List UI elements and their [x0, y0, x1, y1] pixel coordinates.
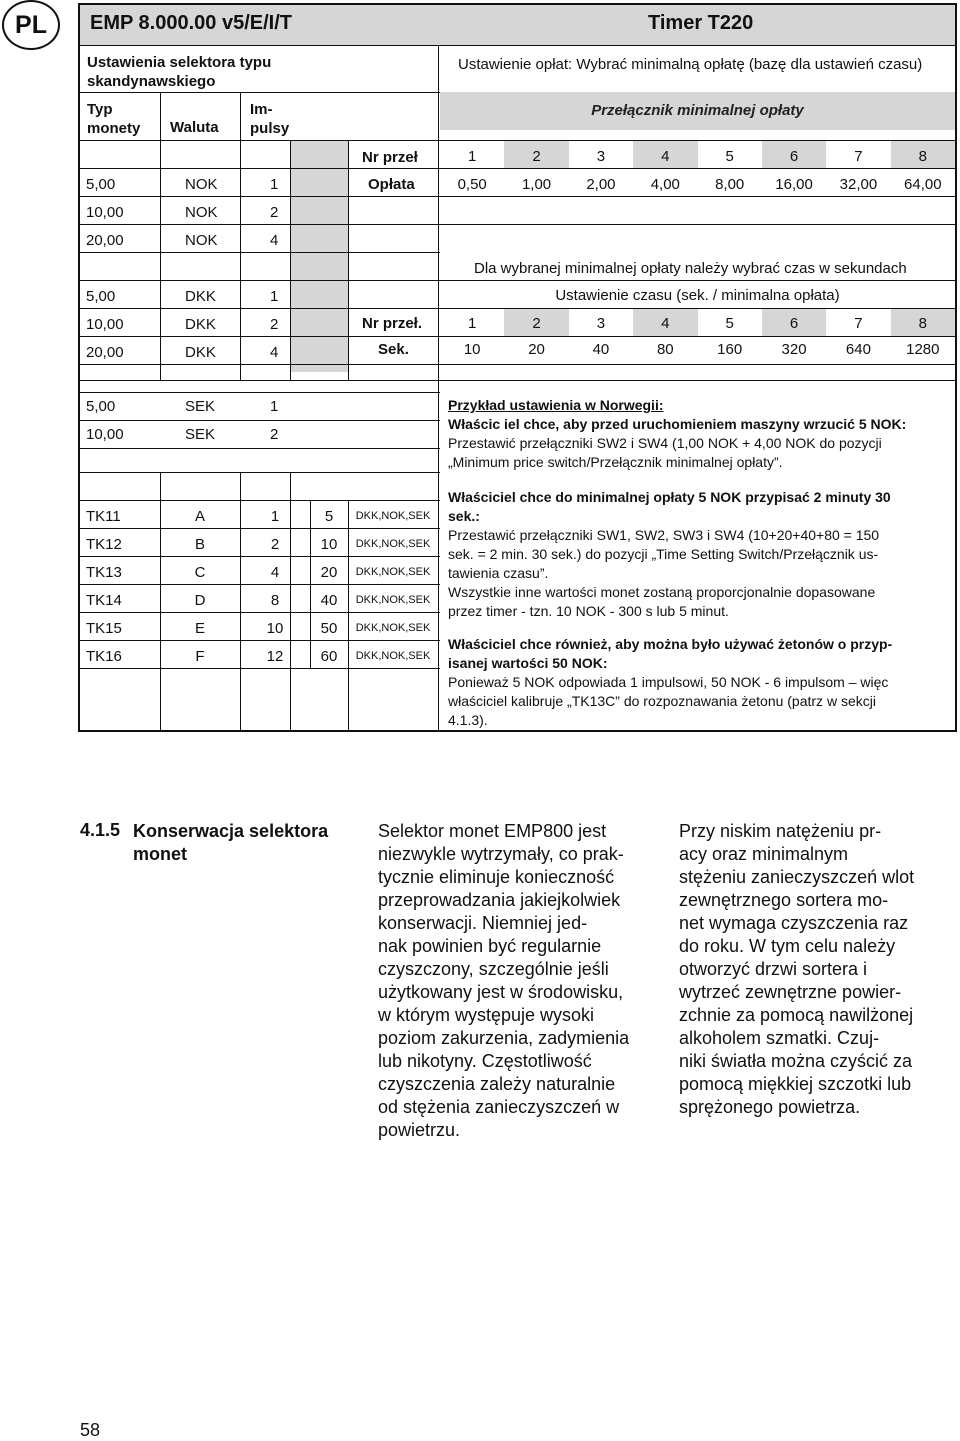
- grid-line: [348, 500, 349, 732]
- grid-line: [80, 556, 440, 557]
- grid-line: [80, 668, 440, 669]
- example-title: Przykład ustawienia w Norwegii:: [448, 397, 664, 413]
- switch-number: 5: [725, 148, 734, 165]
- grid-line: [440, 336, 955, 337]
- token-currencies: DKK,NOK,SEK: [355, 650, 431, 662]
- coin-impulses: 2: [270, 426, 279, 443]
- token-currencies: DKK,NOK,SEK: [355, 622, 431, 634]
- coin-impulses: 2: [270, 204, 279, 221]
- switch-number: 6: [789, 148, 799, 165]
- grid-line: [290, 140, 291, 380]
- switch-number: 1: [468, 315, 477, 332]
- language-badge: PL: [2, 0, 60, 50]
- body-line: czyszczony, szczególnie jeśli: [378, 959, 609, 979]
- grid-line: [440, 364, 955, 365]
- seconds-value: 80: [656, 341, 674, 358]
- doc-title: EMP 8.000.00 v5/E/I/T: [90, 12, 292, 34]
- grid-line: [240, 92, 241, 380]
- label-seconds: Sek.: [378, 341, 409, 358]
- fee-value: 1,00: [521, 176, 552, 193]
- page-number: 58: [80, 1420, 101, 1440]
- coin-impulses: 1: [270, 288, 279, 305]
- grid-line: [80, 196, 440, 197]
- token-id: TK12: [86, 536, 122, 553]
- coin-impulses: 4: [270, 232, 279, 249]
- grid-line: [440, 280, 955, 281]
- grid-line: [80, 336, 440, 337]
- coin-impulses: 1: [270, 176, 279, 193]
- fee-value: 64,00: [904, 176, 942, 193]
- fee-value: 0,50: [457, 176, 487, 193]
- grid-line: [80, 612, 440, 613]
- seconds-value: 20: [528, 341, 545, 358]
- token-letter: B: [194, 536, 205, 553]
- body-line: net wymaga czyszczenia raz: [679, 913, 909, 933]
- time-note: Dla wybranej minimalnej opłaty należy wybrać czas w sekundach: [474, 260, 907, 277]
- switch-number: 3: [596, 315, 606, 332]
- body-line: niki światła można czyścić za: [679, 1051, 913, 1071]
- seconds-value: 160: [717, 341, 743, 358]
- grid-line: [80, 280, 440, 281]
- body-line: nak powinien być regularnie: [378, 936, 602, 956]
- grid-line: [80, 168, 440, 169]
- seconds-value: 40: [592, 341, 610, 358]
- token-currencies: DKK,NOK,SEK: [355, 510, 431, 522]
- switch-number: 1: [468, 148, 477, 165]
- coin-currency: DKK: [185, 288, 216, 305]
- token-value: 50: [320, 620, 338, 637]
- example-p2-line: Przestawić przełączniki SW1, SW2, SW3 i SW4 (10+20+40+80 = 150: [448, 527, 880, 543]
- grid-line: [440, 196, 955, 197]
- section-number: 4.1.5: [80, 820, 121, 840]
- section-title-line: monet: [133, 844, 187, 864]
- coin-currency: NOK: [185, 204, 218, 221]
- fee-value: 16,00: [775, 176, 813, 193]
- body-line: Przy niskim natężeniu pr-: [679, 821, 882, 841]
- body-line: do roku. W tym celu należy: [679, 936, 896, 956]
- coin-currency: SEK: [185, 426, 216, 443]
- grid-line: [440, 224, 955, 225]
- switch-number: 8: [918, 148, 927, 165]
- grid-line: [80, 584, 440, 585]
- example-p3-bold: isanej wartości 50 NOK:: [448, 655, 608, 671]
- example-block-3: [448, 635, 953, 730]
- switch-number: 2: [532, 315, 541, 332]
- body-line: tycznie eliminuje konieczność: [378, 867, 615, 887]
- grid-line: [80, 640, 440, 641]
- example-p2-line: sek. = 2 min. 30 sek.) do pozycji „Time Setting Switch/Przełącznik us-: [448, 546, 879, 562]
- body-line: alkoholem szmatki. Czuj-: [679, 1028, 880, 1048]
- token-impulses: 4: [270, 564, 280, 581]
- coin-value: 5,00: [86, 288, 116, 305]
- body-line: otworzyć drzwi sortera i: [679, 959, 868, 979]
- grid-line: [438, 45, 439, 732]
- grid-line: [80, 224, 440, 225]
- example-p2-line: tawienia czasu”.: [448, 565, 549, 581]
- token-value: 40: [320, 592, 338, 609]
- example-p2-bold: Właściciel chce do minimalnej opłaty 5 NOK przypisać 2 minuty 30: [448, 489, 891, 505]
- body-line: zchnie za pomocą nawilżonej: [679, 1005, 914, 1025]
- coin-value: 20,00: [86, 232, 124, 249]
- grid-line: [80, 500, 440, 501]
- body-line: przeprowadzania jakiejkolwiek: [378, 890, 621, 910]
- coin-value: 5,00: [86, 176, 116, 193]
- token-value: 20: [320, 564, 338, 581]
- section-title: [133, 820, 328, 866]
- body-line: Selektor monet EMP800 jest: [378, 821, 607, 841]
- token-currencies: DKK,NOK,SEK: [355, 594, 431, 606]
- token-id: TK11: [86, 508, 121, 525]
- selector-heading: Ustawienia selektora typu skandynawskiego: [87, 54, 272, 90]
- body-line: niezwykle wytrzymały, co prak-: [378, 844, 624, 864]
- grid-line: [80, 420, 440, 421]
- section-body-column-1: [378, 820, 668, 1142]
- token-impulses: 10: [266, 620, 284, 637]
- gray-column: [290, 140, 348, 372]
- example-block-2: [448, 488, 953, 621]
- coin-currency: DKK: [185, 316, 216, 333]
- switch-title: Przełącznik minimalnej opłaty: [591, 102, 804, 119]
- seconds-value: 640: [845, 341, 871, 358]
- grid-line: [80, 364, 440, 365]
- timer-title: Timer T220: [648, 12, 754, 34]
- example-block: [448, 396, 953, 472]
- body-line: lub nikotyny. Częstotliwość: [378, 1051, 592, 1071]
- example-p2-line: przez timer - tzn. 10 NOK - 300 s lub 5 minut.: [448, 603, 729, 619]
- token-impulses: 2: [270, 536, 280, 553]
- body-line: od stężenia zanieczyszczeń w: [378, 1097, 620, 1117]
- body-line: w którym występuje wysoki: [378, 1005, 595, 1025]
- token-value: 10: [320, 536, 338, 553]
- col-header-currency: Waluta: [170, 119, 219, 136]
- grid-line: [80, 380, 955, 381]
- seconds-value: 320: [781, 341, 807, 358]
- body-line: acy oraz minimalnym: [679, 844, 849, 864]
- switch-number: 8: [918, 315, 927, 332]
- switch-number: 7: [854, 315, 863, 332]
- body-line: zewnętrznego sortera mo-: [679, 890, 889, 910]
- token-impulses: 8: [270, 592, 280, 609]
- body-line: użytkowany jest w środowisku,: [378, 982, 624, 1002]
- fee-setting-intro: Ustawienie opłat: Wybrać minimalną opłatę (bazę dla ustawień czasu): [458, 56, 923, 73]
- grid-line: [348, 140, 440, 141]
- token-letter: C: [194, 564, 206, 581]
- coin-value: 10,00: [86, 316, 124, 333]
- coin-currency: NOK: [185, 176, 218, 193]
- example-p1-line: „Minimum price switch/Przełącznik minimalnej opłaty”.: [448, 454, 783, 470]
- grid-line: [80, 528, 440, 529]
- token-impulses: 1: [270, 508, 280, 525]
- grid-line: [80, 252, 440, 253]
- token-currencies: DKK,NOK,SEK: [355, 538, 431, 550]
- col-header-coin-type: Typ monety: [87, 101, 141, 137]
- fee-value: 8,00: [715, 176, 745, 193]
- grid-line: [80, 92, 440, 93]
- coin-impulses: 2: [270, 316, 279, 333]
- body-line: czyszczenia zależy naturalnie: [378, 1074, 616, 1094]
- example-p2-bold: sek.:: [448, 508, 480, 524]
- coin-currency: DKK: [185, 344, 216, 361]
- switch-number: 5: [725, 315, 734, 332]
- coin-value: 5,00: [86, 398, 116, 415]
- token-impulses: 12: [266, 648, 284, 665]
- coin-value: 20,00: [86, 344, 124, 361]
- header-divider: [80, 45, 955, 46]
- token-id: TK16: [86, 648, 122, 665]
- body-line: stężeniu zanieczyszczeń wlot: [679, 867, 915, 887]
- token-letter: E: [194, 620, 205, 637]
- seconds-value: 10: [463, 341, 481, 358]
- body-line: wytrzeć zewnętrzne powier-: [679, 982, 902, 1002]
- grid-line: [310, 500, 311, 668]
- coin-currency: SEK: [185, 398, 216, 415]
- seconds-value: 1280: [906, 341, 940, 358]
- token-id: TK13: [86, 564, 122, 581]
- switch-number: 4: [661, 315, 670, 332]
- example-p3-line: właściciel kalibruje „TK13C” do rozpoznawania żetonu (patrz w sekcji: [448, 693, 876, 709]
- example-p1-line: Przestawić przełączniki SW2 i SW4 (1,00 NOK + 4,00 NOK do pozycji: [448, 435, 882, 451]
- example-p3-line: Ponieważ 5 NOK odpowiada 1 impulsowi, 50 NOK - 6 impulsom – więc: [448, 674, 889, 690]
- body-line: konserwacji. Niemniej jed-: [378, 913, 588, 933]
- body-line: sprężonego powietrza.: [679, 1097, 861, 1117]
- label-fee: Opłata: [368, 176, 415, 193]
- grid-line: [80, 472, 440, 473]
- switch-number: 2: [532, 148, 541, 165]
- example-p3-line: 4.1.3).: [448, 712, 488, 728]
- col-header-impulses: Im- pulsy: [250, 101, 290, 137]
- body-line: poziom zakurzenia, zadymienia: [378, 1028, 630, 1048]
- label-switch-nr: Nr przeł: [362, 149, 418, 166]
- coin-value: 10,00: [86, 204, 124, 221]
- label-switch-nr-2: Nr przeł.: [362, 315, 423, 332]
- token-value: 60: [320, 648, 338, 665]
- coin-impulses: 4: [270, 344, 279, 361]
- token-currencies: DKK,NOK,SEK: [355, 566, 431, 578]
- token-letter: A: [194, 508, 205, 525]
- grid-line: [440, 168, 955, 169]
- grid-line: [80, 392, 440, 393]
- switch-number: 3: [596, 148, 606, 165]
- example-p3-bold: Właściciel chce również, aby można było używać żetonów o przyp-: [448, 636, 893, 652]
- example-p1-bold: Właścic iel chce, aby przed uruchomieniem maszyny wrzucić 5 NOK:: [448, 416, 907, 432]
- fee-value: 32,00: [839, 176, 878, 193]
- grid-line: [80, 308, 440, 309]
- token-letter: F: [195, 648, 205, 665]
- switch-number: 7: [854, 148, 863, 165]
- section-title-line: Konserwacja selektora: [133, 821, 329, 841]
- fee-value: 4,00: [650, 176, 680, 193]
- grid-line: [160, 92, 161, 380]
- switch-number: 4: [661, 148, 670, 165]
- grid-line: [348, 140, 349, 380]
- body-line: powietrzu.: [378, 1120, 461, 1140]
- grid-line: [80, 448, 440, 449]
- fee-value: 2,00: [586, 176, 616, 193]
- coin-currency: NOK: [185, 232, 218, 249]
- coin-value: 10,00: [86, 426, 124, 443]
- time-title: Ustawienie czasu (sek. / minimalna opłata): [555, 287, 840, 304]
- switch-number: 6: [789, 315, 799, 332]
- section-body-column-2: [679, 820, 959, 1119]
- coin-impulses: 1: [270, 398, 279, 415]
- token-id: TK14: [86, 592, 122, 609]
- token-id: TK15: [86, 620, 122, 637]
- token-value: 5: [324, 508, 334, 525]
- body-line: pomocą miękkiej szczotki lub: [679, 1074, 912, 1094]
- token-letter: D: [194, 592, 206, 609]
- example-p2-line: Wszystkie inne wartości monet zostaną proporcjonalnie dopasowane: [448, 584, 876, 600]
